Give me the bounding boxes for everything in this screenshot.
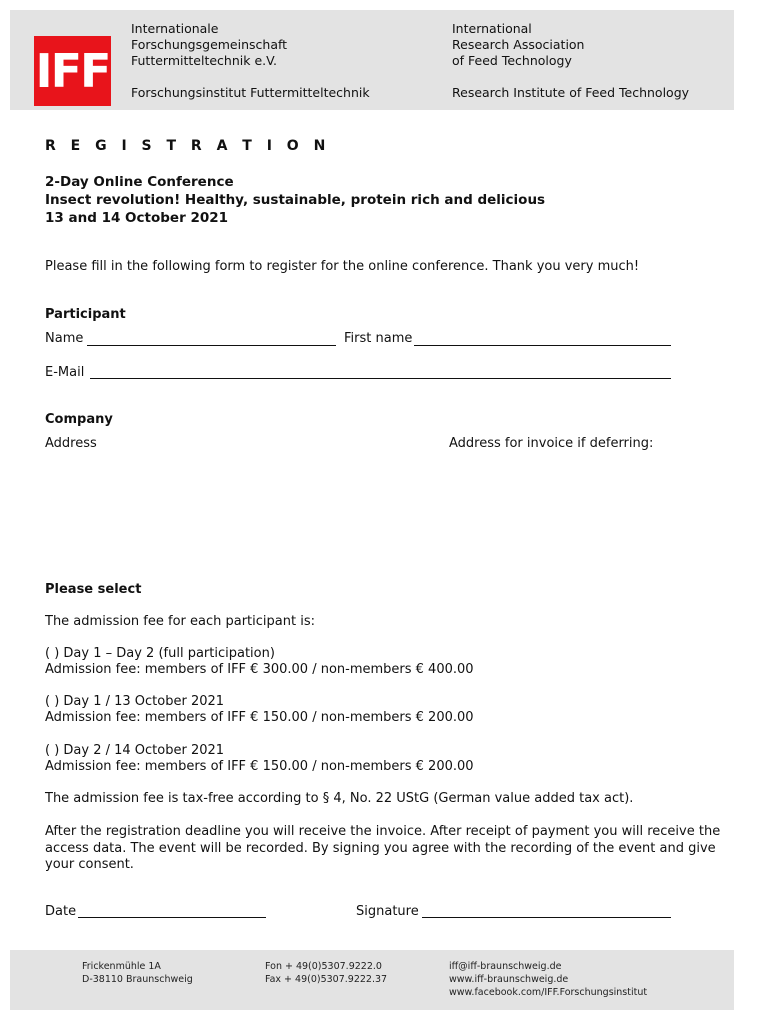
option-full-participation[interactable] [45,646,474,678]
footer-phone [265,960,387,986]
title-line: Insect revolution! Healthy, sustainable, protein rich and delicious [45,192,546,208]
tax-note: The admission fee is tax-free according to § 4, No. 22 UStG (German value added tax act). [45,791,634,806]
email-label: E-Mail [45,365,85,380]
option-day-2[interactable] [45,743,474,775]
footer-line: Fon + 49(0)5307.9222.0 [265,961,382,972]
date-field-line[interactable] [78,917,266,918]
footer-line: D-38110 Braunschweig [82,974,193,985]
option-fee: Admission fee: members of IFF € 300.00 / non-members € 400.00 [45,662,474,677]
facebook-link[interactable]: www.facebook.com/IFF.Forschungsinstitut [449,987,648,998]
conference-title [45,173,545,227]
first-name-field-line[interactable] [414,345,671,346]
registration-heading: R E G I S T R A T I O N [45,138,331,154]
option-label: ( ) Day 1 – Day 2 (full participation) [45,646,275,661]
org-line: Internationale [131,21,219,36]
email-field-line[interactable] [90,378,671,379]
german-institute: Forschungsinstitut Futtermitteltechnik [131,85,370,100]
participant-heading: Participant [45,307,126,322]
footer-line: Frickenmühle 1A [82,961,161,972]
select-heading: Please select [45,582,142,597]
note-line: After the registration deadline you will receive the invoice. After receipt of payment you will receive the [45,824,721,839]
invoice-address-label: Address for invoice if deferring: [449,436,654,451]
option-label: ( ) Day 2 / 14 October 2021 [45,743,225,758]
date-label: Date [45,904,77,919]
invoice-note [45,824,720,874]
address-label: Address [45,436,97,451]
iff-logo: IFF [34,36,111,106]
signature-field-line[interactable] [422,917,671,918]
footer-line: Fax + 49(0)5307.9222.37 [265,974,388,985]
title-line: 13 and 14 October 2021 [45,210,229,226]
option-label: ( ) Day 1 / 13 October 2021 [45,694,225,709]
org-line: of Feed Technology [452,53,572,68]
org-line: Research Association [452,37,585,52]
option-day-1[interactable] [45,694,474,726]
intro-text: Please fill in the following form to register for the online conference. Thank you very much! [45,259,640,274]
footer-contact [449,960,647,999]
signature-label: Signature [356,904,419,919]
footer-address [82,960,193,986]
german-org-name [131,21,287,69]
fee-intro: The admission fee for each participant is: [45,614,315,629]
website-link[interactable]: www.iff-braunschweig.de [449,974,569,985]
english-org-name [452,21,584,69]
org-line: Forschungsgemeinschaft [131,37,288,52]
option-fee: Admission fee: members of IFF € 150.00 / non-members € 200.00 [45,710,474,725]
name-field-line[interactable] [87,345,336,346]
org-line: Futtermitteltechnik e.V. [131,53,278,68]
name-label: Name [45,331,84,346]
option-fee: Admission fee: members of IFF € 150.00 / non-members € 200.00 [45,759,474,774]
email-link[interactable]: iff@iff-braunschweig.de [449,961,562,972]
company-heading: Company [45,412,113,427]
english-institute: Research Institute of Feed Technology [452,85,690,100]
first-name-label: First name [344,331,413,346]
title-line: 2-Day Online Conference [45,174,234,190]
note-line: access data. The event will be recorded. By signing you agree with the recording of the event and give [45,840,716,856]
org-line: International [452,21,532,36]
note-line: your consent. [45,857,134,872]
